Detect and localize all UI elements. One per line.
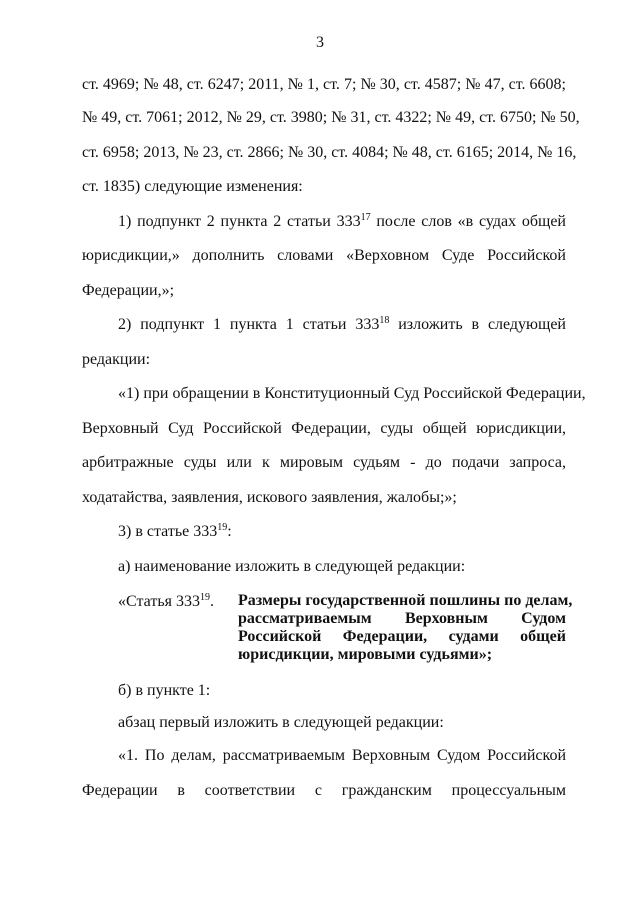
item-3a-line: а) наименование изложить в следующей редакции: <box>118 558 466 575</box>
text-line: № 49, ст. 7061; 2012, № 29, ст. 3980; № 31, ст. 4322; № 49, ст. 6750; № 50, <box>82 109 580 126</box>
quote-line: ходатайства, заявления, искового заявления, жалобы;»; <box>82 489 457 506</box>
text-line: редакции: <box>82 351 151 368</box>
page-number: 3 <box>316 34 324 51</box>
quote-line: «1) при обращении в Конституционный Суд Российской Федерации, <box>118 385 586 402</box>
paragraph-note: абзац первый изложить в следующей редакции: <box>118 714 444 731</box>
text-line: Федерации,»; <box>82 282 175 299</box>
text-line: юрисдикции,» дополнить словами «Верховном Суде Российской <box>82 247 566 264</box>
text-line: ст. 1835) следующие изменения: <box>82 178 303 195</box>
article-label: «Статья $333^{19}$. <box>118 592 214 610</box>
item-1-line: 1) подпункт 2 пункта 2 статьи $333^{17}$ после слов «в судах общей <box>118 212 566 230</box>
quote-line: Верховный Суд Российской Федерации, суды общей юрисдикции, <box>82 420 566 437</box>
quote-line: Федерации в соответствии с гражданским процессуальным <box>82 782 566 799</box>
article-title: Размеры государственной пошлины по делам, рассматриваемым Верховным Судом Российской Федерации, судами общей юрисдикции, мировыми судьями»; <box>238 592 573 663</box>
item-3-line: 3) в статье $333^{19}$: <box>118 522 232 540</box>
text-line: ст. 4969; № 48, ст. 6247; 2011, № 1, ст. 7; № 30, ст. 4587; № 47, ст. 6608; <box>82 76 566 93</box>
quote-line: арбитражные суды или к мировым судьям - до подачи запроса, <box>82 454 566 471</box>
item-3b-line: б) в пункте 1: <box>118 682 211 699</box>
item-2-line: 2) подпункт 1 пункта 1 статьи $333^{18}$ изложить в следующей <box>118 315 566 333</box>
quote-line: «1. По делам, рассматриваемым Верховным Судом Российской <box>118 747 566 764</box>
text-line: ст. 6958; 2013, № 23, ст. 2866; № 30, ст. 4084; № 48, ст. 6165; 2014, № 16, <box>82 144 577 161</box>
